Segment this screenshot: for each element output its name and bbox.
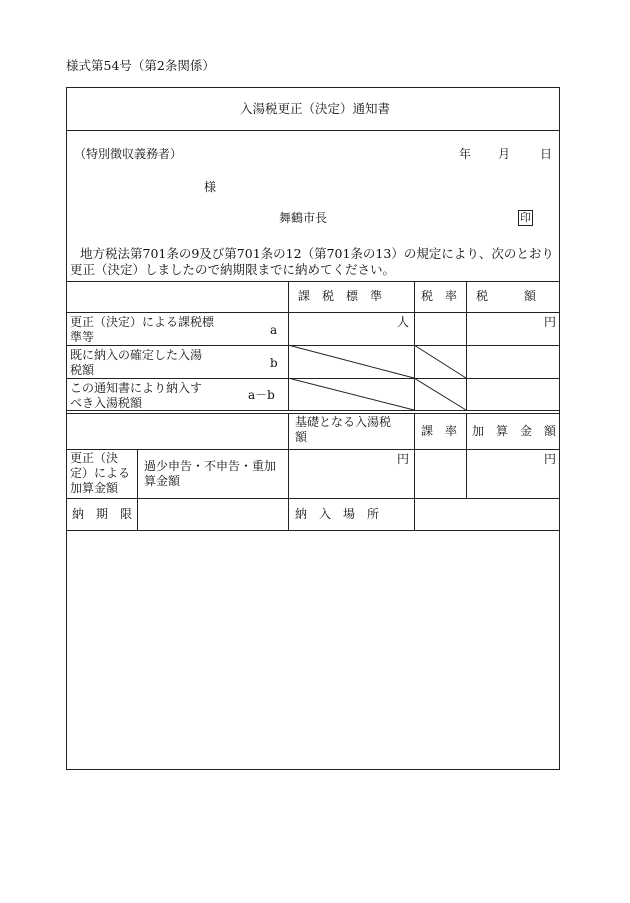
notice-text-line1: 地方税法第701条の9及び第701条の12（第701条の13）の規定により、次のとおり [80, 246, 554, 261]
table1-row1-base-unit: 人 [397, 315, 410, 329]
addressee-label: （特別徴収義務者） [74, 147, 183, 161]
form-number: 様式第54号（第2条関係） [66, 58, 215, 73]
honorific: 様 [204, 180, 217, 194]
table1-row1-label-line2: 準等 [70, 330, 95, 344]
table1-row3-label-line2: べき入湯税額 [70, 396, 143, 410]
date-day: 日 [540, 147, 553, 161]
notice-text-line2: 更正（決定）しましたので納期限までに納めてください。 [70, 262, 396, 277]
table2-header-base-line2: 額 [295, 430, 308, 444]
table1-row1-label-line1: 更正（決定）による課税標 [70, 315, 215, 329]
table1-row3-label-line1: この通知書により納入す [70, 381, 203, 395]
seal-mark: 印 [520, 211, 531, 224]
deadline-label: 納 期 限 [72, 507, 133, 521]
table1-header-base: 課 税 標 準 [298, 289, 383, 303]
date-month: 月 [498, 147, 511, 161]
table2-header-amount: 加 算 金 額 [472, 424, 557, 438]
table2-header-rate: 課 率 [421, 424, 458, 438]
table2-row-sublabel-line1: 過少申告・不申告・重加 [144, 459, 277, 473]
table1-row1-key: a [270, 323, 278, 337]
payment-place-label: 納 入 場 所 [295, 507, 380, 521]
issuer-name: 舞鶴市長 [279, 211, 328, 225]
table1-row2-label-line2: 税額 [70, 363, 95, 377]
table1-header-rate: 税 率 [421, 289, 458, 303]
table2-row-label-line1: 更正（決 [70, 451, 119, 465]
table1-row2-label-line1: 既に納入の確定した入湯 [70, 348, 203, 362]
table1-row2-key: b [270, 356, 278, 370]
table1-row1-amount-unit: 円 [544, 315, 557, 329]
table1-header-amount: 税 額 [476, 289, 537, 303]
table2-row-label-line2: 定）による [70, 466, 131, 480]
table2-row-amount-unit: 円 [544, 452, 557, 466]
table2-header-base-line1: 基礎となる入湯税 [295, 415, 392, 429]
table2-row-sublabel-line2: 算金額 [144, 474, 181, 488]
table2-row-label-line3: 加算金額 [70, 481, 119, 495]
table2-row-base-unit: 円 [397, 452, 410, 466]
date-year: 年 [459, 147, 472, 161]
table1-row3-key: a－b [248, 388, 275, 402]
document-title: 入湯税更正（決定）通知書 [239, 101, 390, 116]
